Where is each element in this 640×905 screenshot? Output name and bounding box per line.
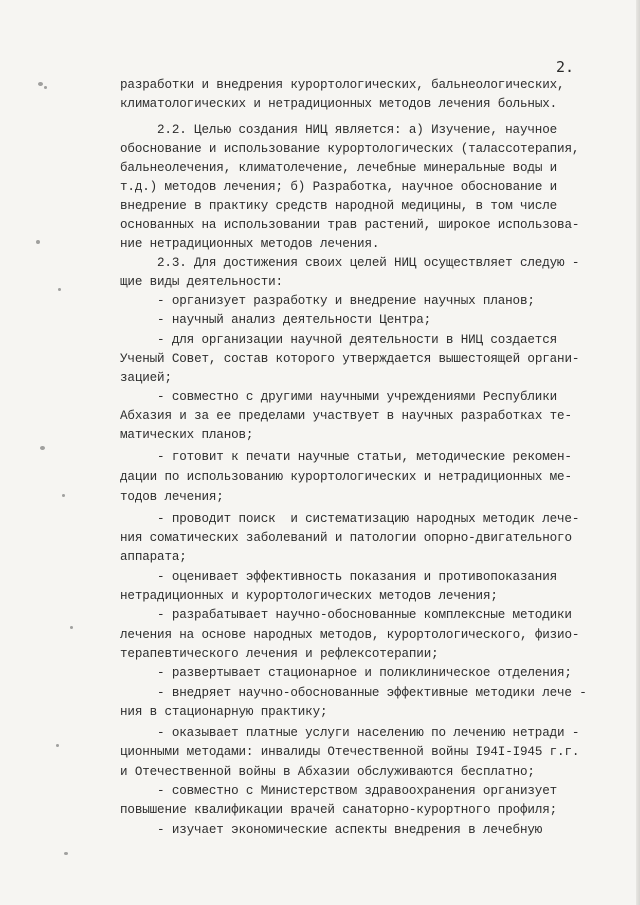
text-line: т.д.) методов лечения; б) Разработка, научное обоснование и [120, 180, 558, 194]
text-line: ционными методами: инвалиды Отечественной войны I94I-I945 г.г. [120, 745, 580, 759]
text-line: - изучает экономические аспекты внедрения в лечебную [157, 823, 543, 837]
text-line: тодов лечения; [120, 490, 224, 504]
text-line: дации по использованию курортологических и нетрадиционных ме- [120, 470, 572, 484]
text-line: 2.3. Для достижения своих целей НИЦ осуществляет следую - [157, 256, 580, 270]
scan-speck [40, 446, 45, 450]
scan-speck [38, 82, 43, 86]
text-line: - научный анализ деятельности Центра; [157, 313, 432, 327]
text-line: терапевтического лечения и рефлексотерапии; [120, 647, 439, 661]
text-line: - готовит к печати научные статьи, методические рекомен- [157, 450, 572, 464]
scan-speck [58, 288, 61, 291]
text-line: внедрение в практику средств народной медицины, в том числе [120, 199, 558, 213]
text-line: и Отечественной войны в Абхазии обслуживаются бесплатно; [120, 765, 535, 779]
text-line: разработки и внедрения курортологических, бальнеологических, [120, 78, 565, 92]
text-line: - совместно с Министерством здравоохранения организует [157, 784, 558, 798]
scan-speck [56, 744, 59, 747]
scan-speck [36, 240, 40, 244]
text-line: 2.2. Целью создания НИЦ является: а) Изучение, научное [157, 123, 558, 137]
text-line: бальнеолечения, климатолечение, лечебные минеральные воды и [120, 161, 558, 175]
text-line: ния в стационарную практику; [120, 705, 328, 719]
page-edge-shadow [636, 0, 640, 905]
text-line: ние нетрадиционных методов лечения. [120, 237, 380, 251]
text-line: щие виды деятельности: [120, 275, 283, 289]
text-line: - развертывает стационарное и поликлиническое отделения; [157, 666, 572, 680]
scan-speck [64, 852, 68, 855]
text-line: ния соматических заболеваний и патологии опорно-двигательного [120, 531, 572, 545]
text-line: основанных на использовании трав растений, широкое использова- [120, 218, 580, 232]
scan-speck [62, 494, 65, 497]
text-line: Абхазия и за ее пределами участвует в научных разработках те- [120, 409, 572, 423]
text-line: - оценивает эффективность показания и противопоказания [157, 570, 558, 584]
text-line: повышение квалификации врачей санаторно-курортного профиля; [120, 803, 558, 817]
text-line: - организует разработку и внедрение научных планов; [157, 294, 535, 308]
text-line: лечения на основе народных методов, курортологического, физио- [120, 628, 580, 642]
text-line: зацией; [120, 371, 172, 385]
scan-speck [70, 626, 73, 629]
text-line: нетрадиционных и курортологических методов лечения; [120, 589, 498, 603]
text-line: - оказывает платные услуги населению по лечению нетради - [157, 726, 580, 740]
text-line: - разрабатывает научно-обоснованные комплексные методики [157, 608, 572, 622]
text-line: аппарата; [120, 550, 187, 564]
text-line: - совместно с другими научными учреждениями Республики [157, 390, 558, 404]
text-line: матических планов; [120, 428, 254, 442]
text-line: Ученый Совет, состав которого утверждается вышестоящей органи- [120, 352, 580, 366]
text-line: - для организации научной деятельности в НИЦ создается [157, 333, 558, 347]
text-line: обоснование и использование курортологических (талассотерапия, [120, 142, 580, 156]
text-line: - проводит поиск и систематизацию народных методик лече- [157, 512, 580, 526]
scan-speck [44, 86, 47, 89]
text-line: - внедряет научно-обоснованные эффективные методики лече - [157, 686, 587, 700]
page-number: 2. [556, 58, 575, 76]
text-line: климатологических и нетрадиционных методов лечения больных. [120, 97, 558, 111]
